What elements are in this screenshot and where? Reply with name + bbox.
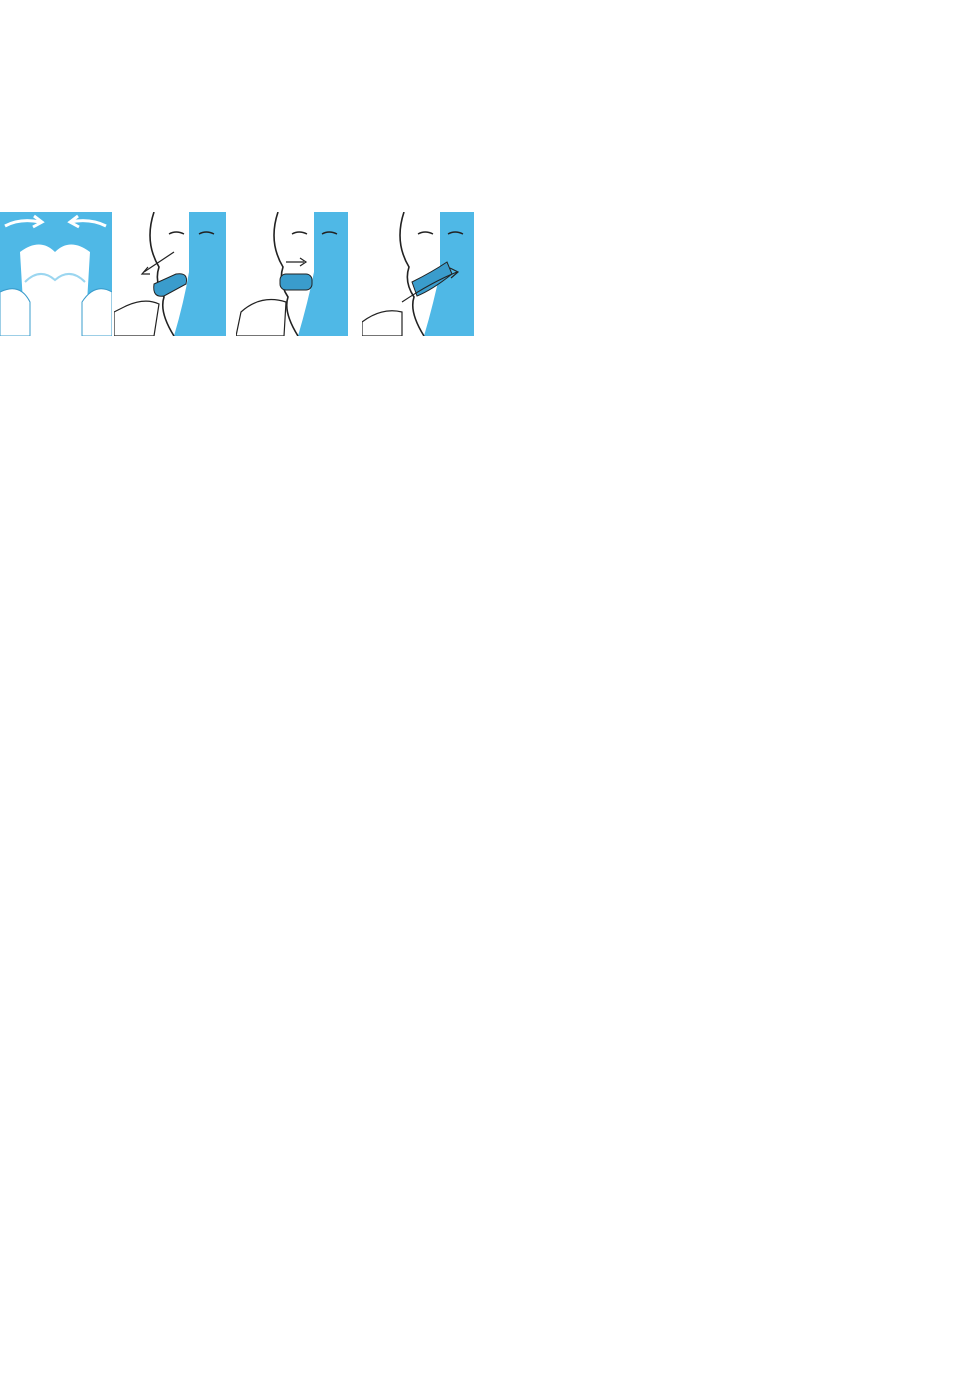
steps-illustration: [0, 212, 478, 336]
step-2-image: [114, 212, 226, 336]
step-3-image: [236, 212, 348, 336]
step-4-image: [362, 212, 474, 336]
step-1-image: [0, 212, 112, 336]
